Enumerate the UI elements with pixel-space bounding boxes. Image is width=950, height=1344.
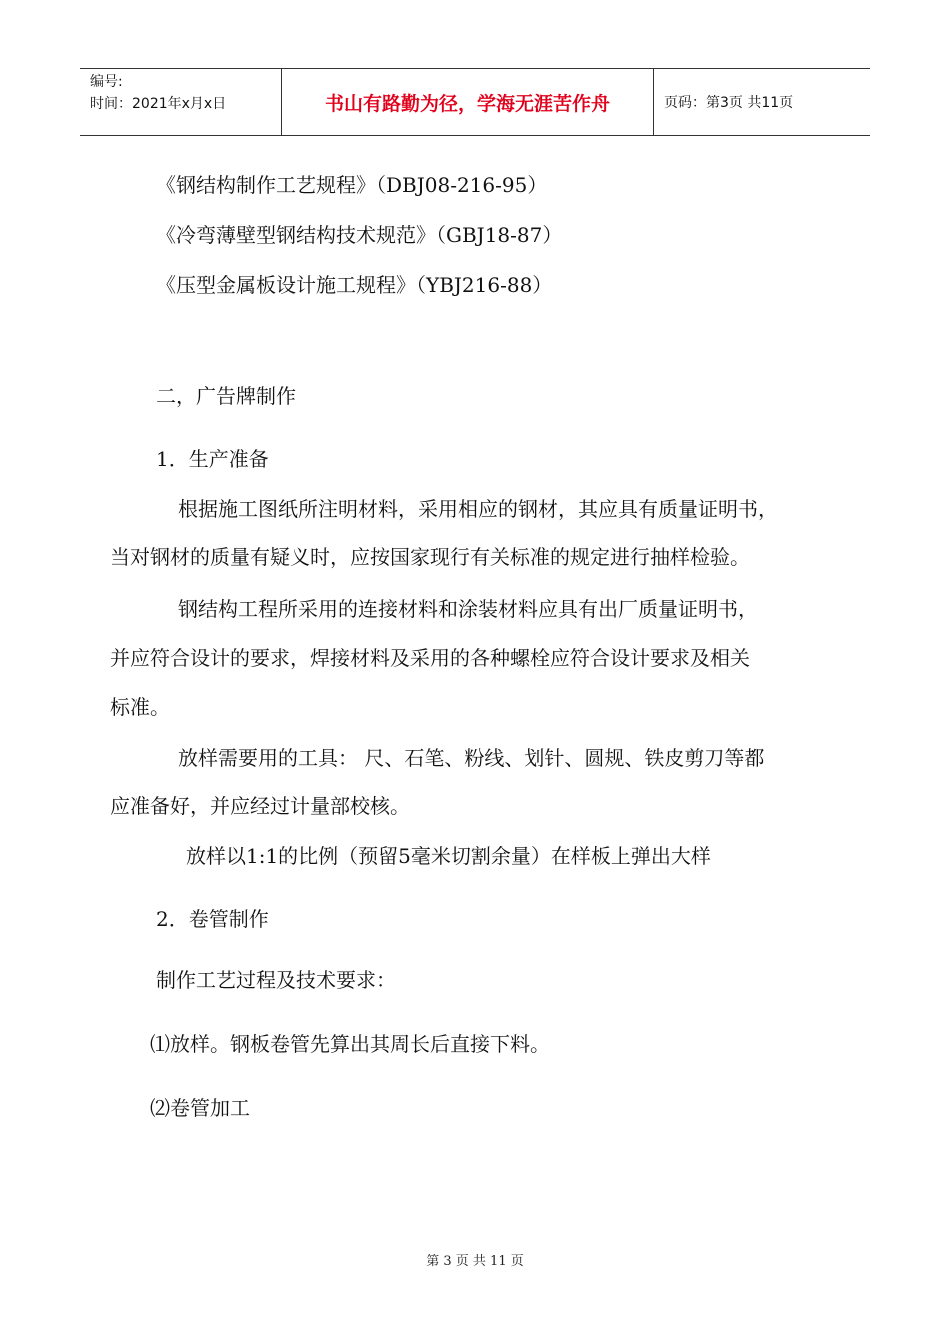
paragraph-1-line-2: 当对钢材的质量有疑义时，应按国家现行有关标准的规定进行抽样检验。 xyxy=(110,545,750,569)
paragraph-4-line-1: 放样以1:1的比例（预留5毫米切割余量）在样板上弹出大样 xyxy=(186,844,711,868)
header-code-label: 编号: xyxy=(90,74,123,90)
process-step-2: ⑵卷管加工 xyxy=(150,1096,250,1120)
paragraph-3-line-1: 放样需要用的工具： 尺、石笔、粉线、划针、圆规、铁皮剪刀等都 xyxy=(178,746,765,770)
standard-item-3: 《压型金属板设计施工规程》（YBJ216-88） xyxy=(156,273,553,297)
document-header xyxy=(80,68,870,136)
process-step-1: ⑴放样。钢板卷管先算出其周长后直接下料。 xyxy=(150,1032,550,1056)
subsection-heading-1: 1．生产准备 xyxy=(156,447,269,471)
process-heading: 制作工艺过程及技术要求： xyxy=(156,968,396,992)
header-date-label: 时间：2021年x月x日 xyxy=(90,96,227,112)
paragraph-2-line-3: 标准。 xyxy=(110,695,170,719)
standard-item-2: 《冷弯薄壁型钢结构技术规范》（GBJ18-87） xyxy=(156,223,563,247)
page-footer: 第 3 页 共 11 页 xyxy=(426,1254,524,1269)
header-motto: 书山有路勤为径，学海无涯苦作舟 xyxy=(282,69,654,135)
paragraph-1-line-1: 根据施工图纸所注明材料，采用相应的钢材，其应具有质量证明书， xyxy=(178,497,778,521)
header-meta-cell xyxy=(80,69,282,135)
standard-item-1: 《钢结构制作工艺规程》（DBJ08-216-95） xyxy=(156,173,548,197)
section-heading: 二，广告牌制作 xyxy=(156,384,296,408)
header-page-info: 页码：第3页 共11页 xyxy=(664,95,794,111)
paragraph-2-line-1: 钢结构工程所采用的连接材料和涂装材料应具有出厂质量证明书， xyxy=(178,597,758,621)
paragraph-3-line-2: 应准备好，并应经过计量部校核。 xyxy=(110,794,410,818)
subsection-heading-2: 2．卷管制作 xyxy=(156,907,269,931)
paragraph-2-line-2: 并应符合设计的要求，焊接材料及采用的各种螺栓应符合设计要求及相关 xyxy=(110,646,750,670)
